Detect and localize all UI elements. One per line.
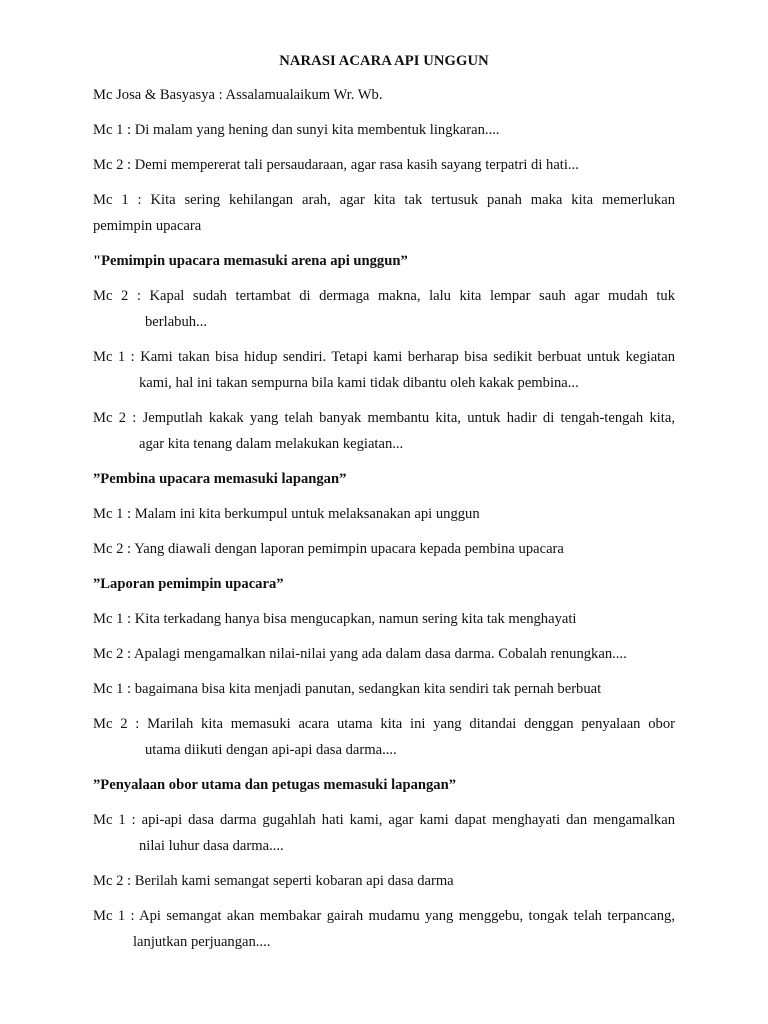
narration-continuation: kami, hal ini takan sempurna bila kami tidak dibantu oleh kakak pembina... [139, 375, 579, 391]
narration-line: Mc 1 : api-api dasa darma gugahlah hati kami, agar kami dapat menghayati dan mengamalkan [93, 812, 675, 828]
document-title: NARASI ACARA API UNGGUN [279, 53, 489, 69]
stage-direction: ”Laporan pemimpin upacara” [93, 576, 284, 592]
narration-line: Mc 2 : Kapal sudah tertambat di dermaga makna, lalu kita lempar sauh agar mudah tuk [93, 288, 675, 304]
narration-continuation: utama diikuti dengan api-api dasa darma.... [145, 742, 397, 758]
narration-line: Mc 2 : Apalagi mengamalkan nilai-nilai yang ada dalam dasa darma. Cobalah renungkan.... [93, 646, 627, 662]
stage-direction: "Pemimpin upacara memasuki arena api unggun” [93, 253, 408, 269]
narration-paragraph [93, 344, 675, 396]
narration-paragraph [93, 711, 675, 763]
document-page [93, 48, 675, 964]
narration-line: Mc 1 : Kita sering kehilangan arah, agar kita tak tertusuk panah maka kita memerlukan [93, 192, 675, 208]
narration-paragraph [93, 405, 675, 457]
narration-line: Mc 2 : Yang diawali dengan laporan pemimpin upacara kepada pembina upacara [93, 541, 564, 557]
greeting-line: Mc Josa & Basyasya : Assalamualaikum Wr. Wb. [93, 87, 383, 103]
narration-line: Mc 1 : Api semangat akan membakar gairah mudamu yang menggebu, tongak telah terpancang, [93, 908, 675, 924]
stage-direction: ”Pembina upacara memasuki lapangan” [93, 471, 347, 487]
narration-paragraph [93, 903, 675, 955]
narration-continuation: berlabuh... [145, 314, 208, 330]
narration-paragraph [93, 187, 675, 239]
narration-paragraph [93, 807, 675, 859]
stage-direction: ”Penyalaan obor utama dan petugas memasuki lapangan” [93, 777, 457, 793]
narration-line: Mc 1 : Kita terkadang hanya bisa mengucapkan, namun sering kita tak menghayati [93, 611, 577, 627]
narration-line: Mc 2 : Jemputlah kakak yang telah banyak membantu kita, untuk hadir di tengah-tengah kita, [93, 410, 675, 426]
narration-paragraph [93, 283, 675, 335]
narration-line: Mc 1 : Di malam yang hening dan sunyi kita membentuk lingkaran.... [93, 122, 500, 138]
narration-line: Mc 1 : Kami takan bisa hidup sendiri. Tetapi kami berharap bisa sedikit berbuat untuk kegiatan [93, 349, 675, 365]
narration-continuation: nilai luhur dasa darma.... [139, 838, 284, 854]
narration-line: Mc 2 : Berilah kami semangat seperti kobaran api dasa darma [93, 873, 454, 889]
narration-line: Mc 1 : Malam ini kita berkumpul untuk melaksanakan api unggun [93, 506, 480, 522]
narration-line: Mc 2 : Marilah kita memasuki acara utama kita ini yang ditandai denggan penyalaan obor [93, 716, 675, 732]
narration-continuation: agar kita tenang dalam melakukan kegiatan... [139, 436, 404, 452]
narration-line: Mc 1 : bagaimana bisa kita menjadi panutan, sedangkan kita sendiri tak pernah berbuat [93, 681, 602, 697]
narration-line: Mc 2 : Demi mempererat tali persaudaraan, agar rasa kasih sayang terpatri di hati... [93, 157, 579, 173]
narration-continuation: lanjutkan perjuangan.... [133, 934, 271, 950]
narration-continuation: pemimpin upacara [93, 218, 202, 234]
